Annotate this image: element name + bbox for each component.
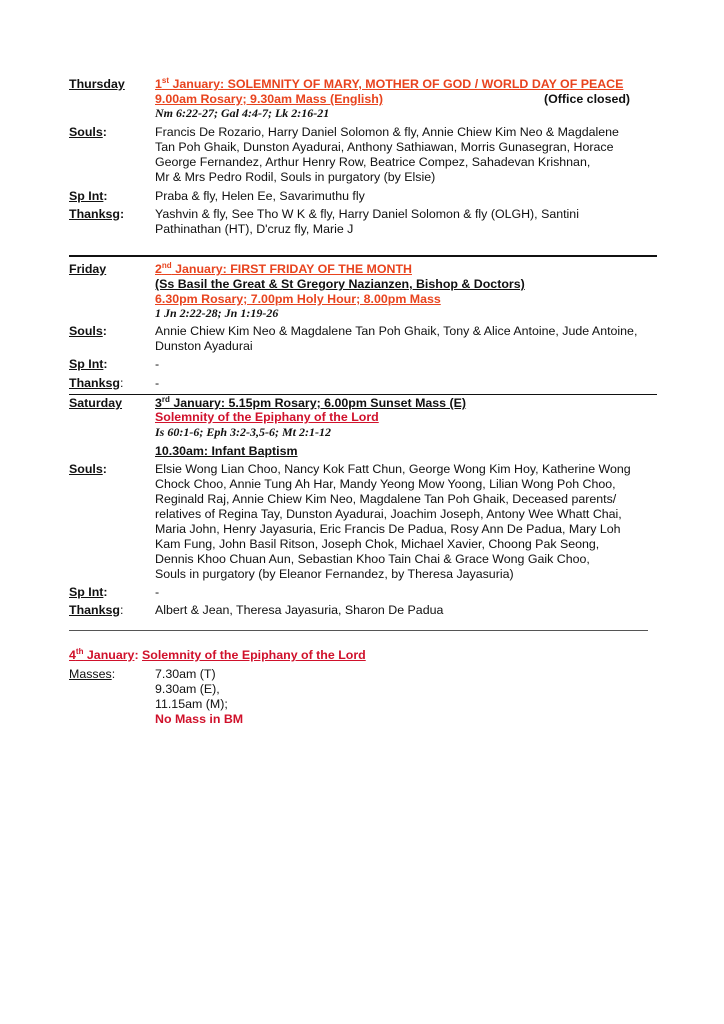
divider (69, 394, 657, 395)
text-line: 9.30am (E), (155, 682, 220, 696)
schedule: 9.00am Rosary; 9.30am Mass (English) (155, 92, 383, 106)
spint-value: - (155, 585, 160, 599)
souls-label: Souls: (69, 462, 107, 476)
text-line: : (119, 376, 124, 390)
text-line: Elsie Wong Lian Choo, Nancy Kok Fatt Chun, George Wong Kim Hoy, Katherine Wong (155, 462, 631, 476)
text-line: January (83, 648, 135, 662)
schedule: 6.30pm Rosary; 7.00pm Holy Hour; 8.00pm Mass (155, 292, 441, 306)
text-line: Sp Int (69, 585, 104, 599)
text-line: Souls in purgatory (by Eleanor Fernandez, by Theresa Jayasuria) (155, 567, 514, 581)
title-text: Solemnity of the Epiphany of the Lord (142, 648, 366, 662)
date-sup: st (161, 75, 170, 85)
text-line: Annie Chiew Kim Neo & Magdalene Tan Poh Ghaik, Tony & Alice Antoine, Jude Antoine, (155, 324, 638, 338)
day-label: Saturday (69, 396, 123, 410)
text-line: th (75, 646, 84, 656)
masses-list (155, 667, 243, 727)
readings: Is 60:1-6; Eph 3:2-3,5-6; Mt 2:1-12 (155, 425, 331, 439)
divider (69, 630, 648, 631)
text-line: Sp Int (69, 357, 104, 371)
souls-label: Souls: (69, 324, 107, 338)
souls-label: Souls: (69, 125, 107, 139)
text-line: Masses (69, 667, 112, 681)
spint-value: Praba & fly, Helen Ee, Savarimuthu fly (155, 189, 365, 203)
divider (69, 255, 657, 257)
date-sup: rd (161, 394, 170, 404)
day-title (155, 396, 466, 411)
date-num: 1 (155, 77, 162, 91)
no-mass-note: No Mass in BM (155, 712, 244, 726)
text-line: Souls (69, 462, 103, 476)
date (69, 648, 134, 662)
thanks-label (69, 603, 123, 618)
subtitle: (Ss Basil the Great & St Gregory Nazianzen, Bishop & Doctors) (155, 277, 525, 291)
souls-list (155, 125, 619, 185)
text-line: : (119, 603, 124, 617)
masses-label: Masses: (69, 667, 116, 681)
text-line: Maria John, Henry Jayasuria, Eric Francis De Padua, Rosy Ann De Padua, Mary Loh (155, 522, 621, 536)
text-line: Souls (69, 125, 103, 139)
spint-label: Sp Int: (69, 189, 108, 203)
text-line: Pathinathan (HT), D'cruz fly, Marie J (155, 222, 354, 236)
date-sup: nd (161, 260, 172, 270)
thanks-value: Albert & Jean, Theresa Jayasuria, Sharon De Padua (155, 603, 444, 617)
text-line: Thanksg (69, 207, 120, 221)
office-note: (Office closed) (544, 92, 631, 106)
thanks-label: Thanksg: (69, 207, 125, 221)
text-line: Souls (69, 324, 103, 338)
day-label: Friday (69, 262, 107, 276)
thanks-label (69, 376, 123, 391)
readings: 1 Jn 2:22-28; Jn 1:19-26 (155, 306, 279, 320)
date-num: 3 (155, 396, 162, 410)
subtitle: Solemnity of the Epiphany of the Lord (155, 410, 379, 424)
thanks-value: - (155, 376, 160, 390)
baptism: 10.30am: Infant Baptism (155, 444, 298, 458)
text-line: Francis De Rozario, Harry Daniel Solomon & fly, Annie Chiew Kim Neo & Magdalene (155, 125, 619, 139)
date-num: 2 (155, 262, 162, 276)
text-line: Mr & Mrs Pedro Rodil, Souls in purgatory (by Elsie) (155, 170, 436, 184)
text-line: relatives of Regina Tay, Dunston Ayadurai, Joachim Joseph, Antony Wee Whatt Chai, (155, 507, 622, 521)
title-text: January: SOLEMNITY OF MARY, MOTHER OF GOD / WORLD DAY OF PEACE (169, 77, 624, 91)
day-title (155, 262, 412, 277)
text-line: Dennis Khoo Chuan Aun, Sebastian Khoo Tain Chai & Grace Wong Gaik Choo, (155, 552, 590, 566)
text-line: Dunston Ayadurai (155, 339, 253, 353)
text-line: 11.15am (M); (155, 697, 228, 711)
title-text: January: 5.15pm Rosary; 6.00pm Sunset Mass (E) (169, 396, 467, 410)
text-line: George Fernandez, Arthur Henry Row, Beatrice Compez, Sahadevan Krishnan, (155, 155, 591, 169)
title-text: January: FIRST FRIDAY OF THE MONTH (171, 262, 412, 276)
text-line: 4 (69, 648, 76, 662)
text-line: Sp Int (69, 189, 104, 203)
text-line: Chock Choo, Annie Tung Ah Har, Mandy Yeong Mow Yoong, Lilian Wong Poh Choo, (155, 477, 616, 491)
text-line: 7.30am (T) (155, 667, 216, 681)
thanks-value (155, 207, 579, 237)
text-line: Thanksg (69, 376, 120, 390)
spint-value: - (155, 357, 160, 371)
text-line: Thanksg (69, 603, 120, 617)
text-line: Reginald Raj, Annie Chiew Kim Neo, Magdalene Tan Poh Ghaik, Deceased parents/ (155, 492, 617, 506)
text-line: Yashvin & fly, See Tho W K & fly, Harry Daniel Solomon & fly (OLGH), Santini (155, 207, 579, 221)
text-line: Kam Fung, John Basil Ritson, Joseph Chok, Michael Xavier, Choong Pak Seong, (155, 537, 600, 551)
day-title (155, 77, 623, 92)
day-label: Thursday (69, 77, 125, 91)
spint-label: Sp Int: (69, 357, 108, 371)
text-line: Tan Poh Ghaik, Dunston Ayadurai, Anthony Sathiawan, Morris Gunasegran, Horace (155, 140, 614, 154)
sunday-title: 4th January: Solemnity of the Epiphany of the Lord (69, 646, 366, 662)
souls-list (155, 324, 637, 354)
souls-list (155, 462, 631, 582)
spint-label: Sp Int: (69, 585, 108, 599)
readings: Nm 6:22-27; Gal 4:4-7; Lk 2:16-21 (155, 106, 330, 120)
